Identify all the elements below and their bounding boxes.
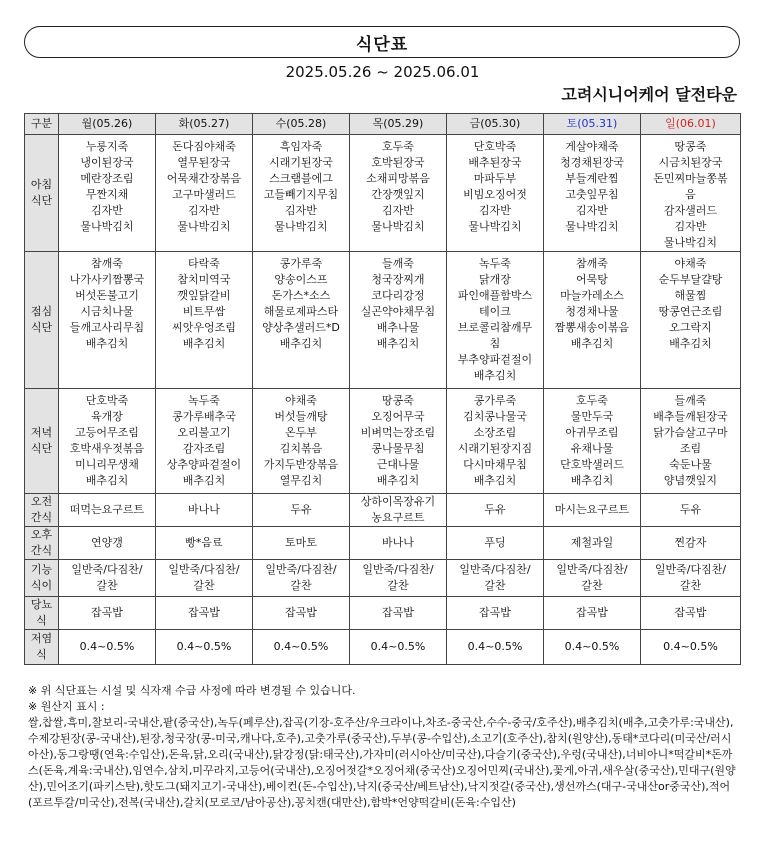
menu-item: 감자조림 (182, 442, 226, 455)
meal-row-6 (25, 597, 741, 630)
menu-item: 0.4~0.5% (370, 640, 426, 653)
meal-row-5 (25, 560, 741, 597)
menu-item: 부들계란찜 (565, 172, 619, 185)
meal-cell (447, 597, 544, 630)
menu-item: 0.4~0.5% (467, 640, 523, 653)
menu-item: 메란장조림 (80, 172, 134, 185)
menu-item: 물나박김치 (663, 236, 718, 249)
menu-item: 연양갱 (91, 536, 123, 549)
menu-item: 시금치된장국 (658, 156, 723, 169)
menu-item: 테이크 (479, 305, 511, 318)
menu-item: 0.4~0.5% (176, 640, 232, 653)
menu-item: 물나박김치 (177, 220, 231, 233)
menu-item: 근대나물 (376, 458, 420, 471)
menu-item: 시금치나물 (80, 305, 134, 318)
meal-cell (156, 560, 253, 597)
menu-item: 잡곡밥 (479, 606, 511, 619)
menu-item: 열무된장국 (177, 156, 231, 169)
menu-item: 바나나 (188, 503, 220, 516)
row-label (25, 494, 59, 527)
menu-item: 0.4~0.5% (663, 640, 718, 653)
meal-cell (447, 630, 544, 665)
menu-item: 김자반 (285, 204, 317, 217)
menu-item: 배추김치 (376, 337, 420, 350)
menu-item: 배추김치 (182, 474, 226, 487)
menu-item: 야채죽 (285, 394, 317, 407)
menu-item: 잡곡밥 (382, 606, 414, 619)
menu-item: 갈찬 (484, 579, 506, 592)
row-label-line: 간식 (30, 511, 53, 524)
menu-item: 씨앗우엉조림 (172, 321, 236, 334)
menu-item: 김자반 (188, 204, 220, 217)
menu-item: 잡곡밥 (91, 606, 123, 619)
menu-item: 콩가루배추국 (172, 410, 236, 423)
menu-item: 농요구르트 (371, 511, 425, 524)
meal-cell (253, 630, 350, 665)
menu-item: 배추김치 (570, 474, 614, 487)
meal-cell (641, 494, 741, 527)
meal-table (24, 113, 741, 665)
menu-item: 어묵채간장볶음 (166, 172, 242, 185)
menu-period: 2025.05.26 ~ 2025.06.01 (285, 63, 480, 81)
meal-cell (350, 527, 447, 560)
menu-item: 물나박김치 (274, 220, 328, 233)
meal-cell (59, 494, 156, 527)
menu-item: 토마토 (285, 536, 317, 549)
menu-item: 김자반 (674, 220, 707, 233)
row-label-line: 식이 (30, 579, 53, 592)
menu-item: 비트무쌈 (182, 305, 226, 318)
menu-item: 닭가슴살고구마 (653, 426, 728, 439)
menu-item: 비빔오징어젓 (463, 188, 527, 201)
menu-item: 깻잎닭갈비 (177, 289, 231, 302)
menu-item: 녹두죽 (479, 257, 511, 270)
meal-cell (59, 597, 156, 630)
menu-item: 땅콩연근조림 (658, 305, 723, 318)
menu-item: 배추나물 (376, 321, 420, 334)
menu-item: 땅콩죽 (674, 140, 707, 153)
menu-item: 녹두죽 (188, 394, 220, 407)
row-label (25, 135, 59, 252)
meal-cell (544, 597, 641, 630)
menu-item: 일반죽/다짐찬/ (168, 563, 240, 576)
meal-cell (253, 494, 350, 527)
menu-item: 김자반 (382, 204, 414, 217)
meal-cell (253, 527, 350, 560)
menu-item: 갈찬 (96, 579, 118, 592)
menu-item: 음 (685, 188, 696, 201)
menu-item: 열무김치 (279, 474, 323, 487)
menu-item: 물만두국 (570, 410, 614, 423)
menu-item: 파인애플함박스 (457, 289, 533, 302)
row-label-line: 식 (36, 648, 47, 661)
menu-item: 일반죽/다짐찬/ (265, 563, 337, 576)
meal-cell (253, 252, 350, 389)
meal-row-2 (25, 389, 741, 494)
meal-cell (350, 597, 447, 630)
row-label-line: 식단 (30, 194, 53, 207)
meal-cell (253, 135, 350, 252)
row-label-line: 간식 (30, 544, 53, 557)
menu-item: 가지두반장볶음 (263, 458, 339, 471)
meal-cell (641, 527, 741, 560)
meal-row-0 (25, 135, 741, 252)
meal-cell (641, 135, 741, 252)
menu-item: 김치콩나물국 (463, 410, 527, 423)
menu-item: 0.4~0.5% (564, 640, 620, 653)
page-title: 식단표 (24, 26, 740, 58)
row-label-line: 오후 (30, 528, 53, 541)
row-label (25, 597, 59, 630)
meal-cell (253, 597, 350, 630)
meal-cell (59, 630, 156, 665)
row-label (25, 630, 59, 665)
day-header-5: 토(05.31) (544, 114, 641, 135)
menu-item: 두유 (484, 503, 506, 516)
menu-item: 게살야채죽 (565, 140, 619, 153)
menu-item: 콩가루죽 (473, 394, 517, 407)
row-label-line: 식단 (30, 442, 53, 455)
meal-cell (447, 135, 544, 252)
meal-cell (641, 630, 741, 665)
day-header-1: 화(05.27) (156, 114, 253, 135)
menu-item: 호박된장국 (371, 156, 425, 169)
meal-cell (350, 630, 447, 665)
menu-item: 다시마채무침 (463, 458, 527, 471)
menu-item: 조림 (679, 442, 702, 455)
meal-cell (447, 527, 544, 560)
menu-item: 물나박김치 (371, 220, 425, 233)
menu-item: 소장조림 (473, 426, 517, 439)
meal-cell (544, 494, 641, 527)
menu-item: 고들빼기지무침 (263, 188, 339, 201)
menu-item: 상추양파겉절이 (166, 458, 242, 471)
menu-item: 푸딩 (484, 536, 506, 549)
row-label-line: 오전 (30, 495, 53, 508)
menu-item: 일반죽/다짐찬/ (556, 563, 628, 576)
menu-item: 배추김치 (85, 337, 129, 350)
menu-item: 김자반 (479, 204, 511, 217)
menu-item: 브로콜리참깨무 (457, 321, 533, 334)
meal-cell (641, 560, 741, 597)
meal-cell (156, 135, 253, 252)
menu-item: 물나박김치 (468, 220, 522, 233)
meal-cell (641, 252, 741, 389)
meal-row-7 (25, 630, 741, 665)
menu-item: 김자반 (576, 204, 608, 217)
menu-item: 배추김치 (279, 337, 323, 350)
menu-item: 청경채나물 (565, 305, 619, 318)
meal-cell (544, 389, 641, 494)
menu-item: 두유 (290, 503, 312, 516)
meal-cell (253, 560, 350, 597)
menu-item: 고구마샐러드 (172, 188, 236, 201)
menu-item: 버섯돈불고기 (75, 289, 139, 302)
menu-item: 무짠지채 (85, 188, 129, 201)
menu-item: 실곤약야채무침 (360, 305, 436, 318)
meal-cell (544, 560, 641, 597)
meal-cell (350, 252, 447, 389)
change-notice: ※ 위 식단표는 시설 및 식자재 수급 사정에 따라 변경될 수 있습니다. (28, 684, 356, 697)
menu-item: 배추김치 (182, 337, 226, 350)
meal-cell (59, 389, 156, 494)
menu-item: 제철과일 (570, 536, 614, 549)
menu-item: 배추김치 (669, 337, 712, 350)
menu-item: 일반죽/다짐찬/ (459, 563, 531, 576)
row-label-line: 기능 (30, 563, 53, 576)
menu-item: 상하이목장유기 (360, 495, 436, 508)
menu-item: 참깨죽 (91, 257, 123, 270)
menu-item: 미니리무생채 (75, 458, 139, 471)
menu-item: 돈민찌마늘쫑볶 (653, 172, 728, 185)
menu-item: 양상추샐러드*D (262, 321, 340, 334)
menu-item: 갈찬 (581, 579, 603, 592)
meal-row-3 (25, 494, 741, 527)
menu-item: 양송이스프 (274, 273, 328, 286)
menu-item: 갈찬 (387, 579, 409, 592)
menu-item: 김치볶음 (279, 442, 323, 455)
menu-item: 순두부달걀탕 (658, 273, 723, 286)
origin-text: 쌀,찹쌀,흑미,찰보리-국내산,팥(중국산),녹두(페루산),잡곡(기장-호주산/우크라이나,차조-중국산,수수-중국/호주산),배추김치(배추,고춧가루:국내산),수제강된장(콩-국내산),된장,청국장(콩-미국,캐나다,호주),고춧가루(중국산),두부(콩-수입산),소고기(호주산),참치(원양산),동태*코다리(미국산/러시아산),동그랑땡(연육:수입산),돈육,닭,오리(국내산),닭강정(닭:태국산),가자미(러시아산/미국산),다슬기(중국산),우렁(국내산),너비아니*떡갈비*돈까스(돈육,계육:국내산),임연수,삼치,미꾸라지,고등어(국내산),오징어젓갈*오징어채(중국산)오징어민찌(국내산),꽃게,아귀,새우살(중국산),민대구(원양산),민어조기(파키스탄),핫도그(돼지고기-국내산),베이컨(돈-수입산),낙지(중국산/베트남산),낙지젓갈(중국산),생선까스(대구-국내산or중국산),적어(포르투갈/미국산),전복(국내산),갈치(모로코/남아공산),꽁치캔(대만산),함박*언양떡갈비(돈육:수입산) (28, 716, 736, 809)
meal-cell (641, 389, 741, 494)
menu-item: 콩나물무침 (371, 442, 425, 455)
menu-item: 단호박죽 (473, 140, 517, 153)
menu-item: 배추김치 (570, 337, 614, 350)
day-header-2: 수(05.28) (253, 114, 350, 135)
menu-item: 참깨죽 (576, 257, 608, 270)
menu-item: 나가사키짬뽕국 (69, 273, 145, 286)
menu-item: 돈다짐야채죽 (172, 140, 236, 153)
day-header-0: 월(05.26) (59, 114, 156, 135)
menu-item: 일반죽/다짐찬/ (71, 563, 143, 576)
menu-item: 두유 (679, 503, 702, 516)
menu-item: 잡곡밥 (188, 606, 220, 619)
menu-item: 배추김치 (376, 474, 420, 487)
origin-title: ※ 원산지 표시 : (28, 700, 105, 713)
meal-cell (447, 560, 544, 597)
menu-item: 배추김치 (473, 474, 517, 487)
menu-item: 갈찬 (193, 579, 215, 592)
menu-item: 배추김치 (85, 474, 129, 487)
meal-cell (59, 252, 156, 389)
meal-cell (447, 389, 544, 494)
row-label-line: 점심 (30, 305, 53, 318)
meal-row-4 (25, 527, 741, 560)
menu-item: 참치미역국 (177, 273, 231, 286)
menu-item: 양념깻잎지 (663, 474, 718, 487)
menu-item: 오그락지 (669, 321, 712, 334)
menu-item: 온두부 (285, 426, 317, 439)
row-label-line: 식단 (30, 321, 53, 334)
menu-item: 단호박샐러드 (560, 458, 624, 471)
menu-item: 누룽지죽 (85, 140, 129, 153)
menu-item: 코다리강정 (371, 289, 425, 302)
menu-item: 들깨고사리무침 (69, 321, 145, 334)
menu-item: 들깨죽 (674, 394, 707, 407)
meal-cell (59, 135, 156, 252)
meal-cell (350, 389, 447, 494)
menu-item: 단호박죽 (85, 394, 129, 407)
menu-item: 비벼먹는장조림 (360, 426, 436, 439)
menu-item: 갈찬 (679, 579, 702, 592)
menu-item: 시래기된장지짐 (457, 442, 533, 455)
menu-item: 오리불고기 (177, 426, 231, 439)
row-label (25, 252, 59, 389)
menu-item: 오징어무국 (371, 410, 425, 423)
meal-cell (544, 527, 641, 560)
meal-cell (350, 560, 447, 597)
menu-item: 잡곡밥 (576, 606, 608, 619)
menu-item: 호두죽 (576, 394, 608, 407)
menu-item: 호박새우젓볶음 (69, 442, 145, 455)
corner-header: 구분 (25, 114, 59, 135)
menu-item: 일반죽/다짐찬/ (362, 563, 434, 576)
meal-cell (544, 135, 641, 252)
menu-item: 갈찬 (290, 579, 312, 592)
menu-item: 0.4~0.5% (79, 640, 135, 653)
row-label (25, 560, 59, 597)
menu-item: 감자샐러드 (663, 204, 718, 217)
menu-item: 들깨죽 (382, 257, 414, 270)
organization-name: 고려시니어케어 달전타운 (561, 85, 737, 104)
day-header-6: 일(06.01) (641, 114, 741, 135)
meal-cell (59, 560, 156, 597)
menu-item: 바나나 (382, 536, 414, 549)
menu-item: 숙둔나물 (669, 458, 712, 471)
meal-cell (253, 389, 350, 494)
row-label (25, 389, 59, 494)
menu-item: 아귀무조림 (565, 426, 619, 439)
menu-item: 찐감자 (674, 536, 707, 549)
menu-item: 해물찜 (674, 289, 707, 302)
menu-item: 0.4~0.5% (273, 640, 329, 653)
menu-item: 부추양파겉절이 (457, 353, 533, 366)
menu-item: 배추들깨된장국 (653, 410, 728, 423)
meal-cell (156, 630, 253, 665)
meal-cell (544, 630, 641, 665)
menu-item: 간장깻잎지 (371, 188, 425, 201)
meal-row-1 (25, 252, 741, 389)
menu-item: 김자반 (91, 204, 123, 217)
row-label-line: 당뇨 (30, 598, 53, 611)
menu-item: 돈가스*소스 (271, 289, 331, 302)
menu-item: 물나박김치 (565, 220, 619, 233)
row-label-line: 저염 (30, 632, 53, 645)
menu-item: 닭개장 (479, 273, 511, 286)
meal-cell (447, 494, 544, 527)
menu-item: 고등어무조림 (75, 426, 139, 439)
menu-item: 빵*음료 (185, 536, 223, 549)
menu-item: 물나박김치 (80, 220, 134, 233)
menu-item: 떠먹는요구르트 (69, 503, 145, 516)
meal-cell (156, 252, 253, 389)
meal-cell (59, 527, 156, 560)
meal-cell (156, 494, 253, 527)
menu-item: 호두죽 (382, 140, 414, 153)
menu-item: 스크램블에그 (269, 172, 333, 185)
row-label (25, 527, 59, 560)
meal-cell (641, 597, 741, 630)
menu-item: 버섯들깨탕 (274, 410, 328, 423)
meal-cell (156, 389, 253, 494)
menu-item: 육개장 (91, 410, 123, 423)
menu-item: 흑임자죽 (279, 140, 323, 153)
menu-item: 야채죽 (674, 257, 707, 270)
menu-item: 어묵탕 (576, 273, 608, 286)
menu-item: 유채나물 (570, 442, 614, 455)
menu-item: 배추김치 (473, 369, 517, 382)
meal-cell (156, 597, 253, 630)
menu-item: 고춧잎무침 (565, 188, 619, 201)
menu-item: 타락죽 (188, 257, 220, 270)
menu-item: 소채피망볶음 (366, 172, 430, 185)
meal-cell (156, 527, 253, 560)
menu-item: 마시는요구르트 (554, 503, 630, 516)
notes-section (28, 683, 740, 811)
menu-item: 청경채된장국 (560, 156, 624, 169)
table-header-row (25, 114, 741, 135)
day-header-4: 금(05.30) (447, 114, 544, 135)
menu-item: 냉이된장국 (80, 156, 134, 169)
meal-cell (447, 252, 544, 389)
menu-item: 시래기된장국 (269, 156, 333, 169)
menu-item: 잡곡밥 (285, 606, 317, 619)
menu-item: 침 (489, 337, 501, 350)
meal-cell (350, 494, 447, 527)
row-label-line: 식 (36, 614, 47, 627)
meal-cell (350, 135, 447, 252)
menu-item: 배추된장국 (468, 156, 522, 169)
menu-item: 잡곡밥 (674, 606, 707, 619)
menu-item: 마파두부 (473, 172, 517, 185)
menu-item: 일반죽/다짐찬/ (654, 563, 727, 576)
menu-item: 마늘카레소스 (560, 289, 624, 302)
menu-item: 청국장찌개 (371, 273, 425, 286)
meal-cell (544, 252, 641, 389)
menu-item: 땅콩죽 (382, 394, 414, 407)
row-label-line: 아침 (30, 178, 53, 191)
day-header-3: 목(05.29) (350, 114, 447, 135)
menu-item: 해물로제파스타 (263, 305, 339, 318)
menu-item: 짬뽕새송이볶음 (554, 321, 630, 334)
row-label-line: 저녁 (30, 426, 53, 439)
menu-item: 콩가루죽 (279, 257, 323, 270)
